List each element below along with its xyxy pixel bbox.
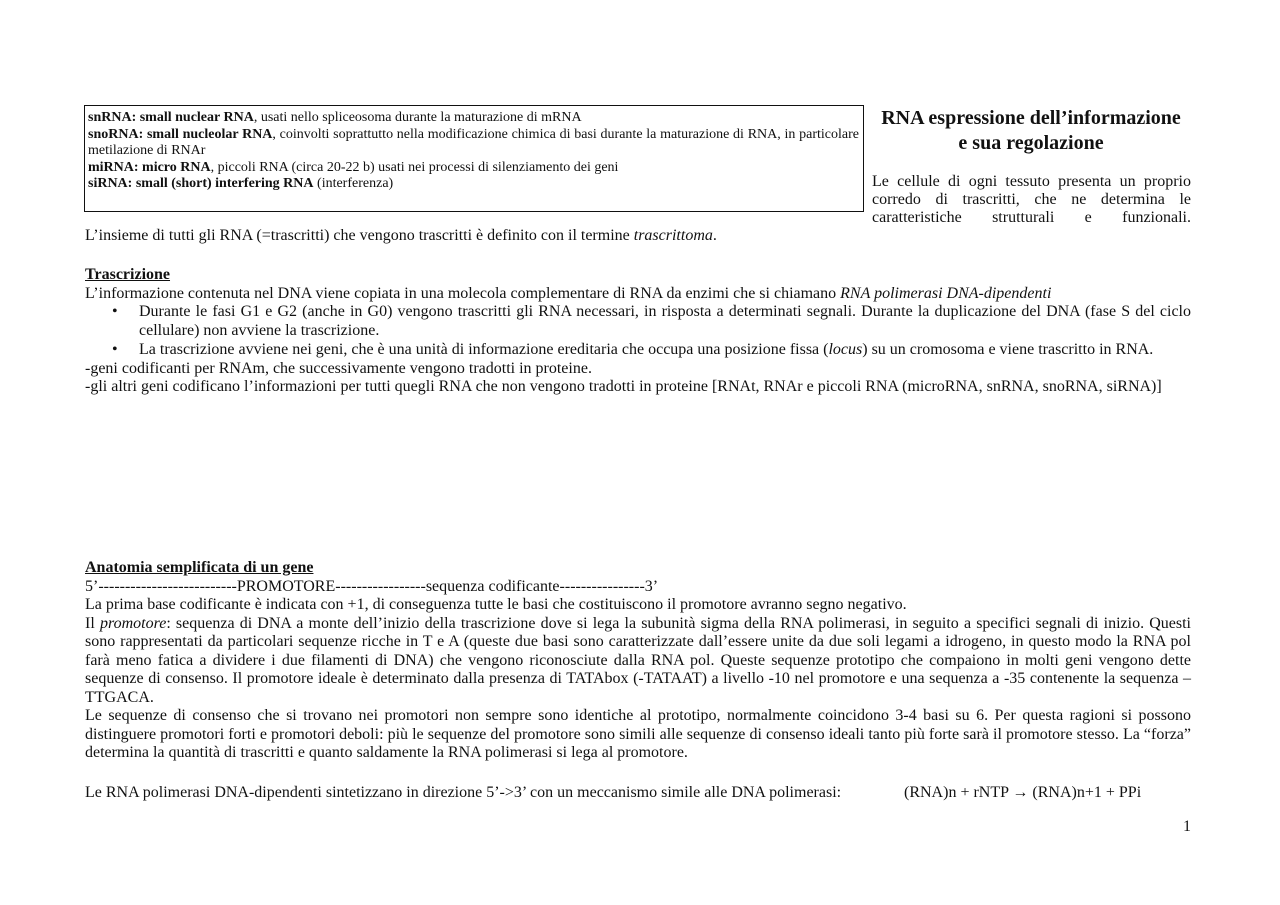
mirna-term: miRNA: micro RNA — [88, 159, 211, 175]
list-item — [85, 341, 1191, 360]
trascrizione-bullets — [85, 303, 1191, 360]
sirna-definition — [88, 176, 863, 193]
snorna-term: snoRNA: small nucleolar RNA — [88, 126, 273, 142]
bullet-icon: • — [112, 341, 118, 358]
sirna-term: siRNA: small (short) interfering RNA — [88, 176, 314, 191]
consensus-paragraph: Le sequenze di consenso che si trovano nei promotori non sempre sono identiche al prototipo, normalmente coincidono 3-4 basi su 6. Per questa ragioni si possono distinguere promotori forti e promotori deboli: più le sequenze del promotore sono simili alle sequenze di consenso ideali tanto più forte sarà il promotore stesso. La “forza” determina la quantità di trascritti e quanto saldamente la RNA polimerasi si lega al promotore. — [85, 707, 1191, 761]
bullet-icon: • — [112, 303, 118, 320]
promoter-term: promotore — [99, 614, 167, 632]
gene-scheme: 5’--------------------------PROMOTORE-----------------sequenza codificante----------------3’ — [85, 577, 659, 595]
anatomia-section — [85, 559, 1191, 763]
snrna-definition — [88, 110, 863, 127]
synthesis-formula: (RNA)n + rNTP → (RNA)n+1 + PPi — [904, 784, 1142, 801]
page-number: 1 — [1183, 818, 1191, 835]
mirna-description: , piccoli RNA (circa 20-22 b) usati nei processi di silenziamento dei geni — [210, 159, 619, 175]
locus-term: locus — [828, 341, 863, 358]
bullet-text-b: ) su un cromosoma e viene trascritto in RNA. — [862, 341, 1154, 358]
synthesis-text: Le RNA polimerasi DNA-dipendenti sintetizzano in direzione 5’->3’ con un meccanismo simile alle DNA polimerasi: — [85, 784, 842, 801]
coding-genes-line: -geni codificanti per RNAm, che successivamente vengono tradotti in proteine. — [85, 359, 592, 377]
snorna-definition — [88, 127, 863, 160]
promoter-text: : sequenza di DNA a monte dell’inizio della trascrizione dove si lega la subunità sigma della RNA polimerasi, in seguito a specifici segnali di inizio. Questi sono rappresentati da particolari sequenze ricche in T e A (queste due basi sono caratterizzate dall’essere unite da due soli legami a idrogeno, in questo modo la RNA pol farà meno fatica a dividere i due filamenti di DNA) che vengono riconosciute dalla RNA pol. Queste sequenze prototipo che compaiono in molti geni vengono dette sequenze di consenso. Il promotore ideale è determinato dalla presenza di TATAbox (-TATAAT) a livello -10 nel promotore e una sequenza a -35 contenente la sequenza –TTGACA. — [85, 614, 1191, 706]
title-line-1: RNA espressione dell’informazione — [881, 107, 1181, 129]
trascrizione-section — [85, 266, 1191, 397]
mirna-definition — [88, 160, 863, 177]
list-item — [85, 303, 1191, 340]
snorna-description: , coinvolti soprattutto nella modificazione chimica di basi durante la maturazione di RNA, in particolare metilazione di RNAr — [88, 126, 859, 158]
sirna-description: (interferenza) — [313, 176, 394, 191]
snrna-term: snRNA: small nuclear RNA — [88, 110, 254, 125]
page-title — [869, 106, 1193, 156]
intro-paragraph: Le cellule di ogni tessuto presenta un proprio corredo di trascritti, che ne determina le caratteristiche strutturali e funzionali. — [872, 173, 1191, 226]
transcriptome-paragraph — [85, 227, 1191, 246]
anatomia-paragraph-1: La prima base codificante è indicata con +1, di conseguenza tutte le basi che costituiscono il promotore avranno segno negativo. — [85, 596, 907, 613]
noncoding-genes-line: -gli altri geni codificano l’informazioni per tutti quegli RNA che non vengono tradotti in proteine [RNAt, RNAr e piccoli RNA (microRNA, snRNA, snoRNA, siRNA)] — [85, 378, 1162, 395]
trascrizione-text-body: L’informazione contenuta nel DNA viene copiata in una molecola complementare di RNA da enzimi che si chiamano — [85, 284, 841, 302]
transcriptome-text: L’insieme di tutti gli RNA (=trascritti) che vengono trascritti è definito con il termine — [85, 227, 634, 244]
promoter-intro: Il — [85, 614, 100, 632]
anatomia-heading: Anatomia semplificata di un gene — [85, 559, 314, 576]
trascrizione-heading: Trascrizione — [85, 266, 171, 283]
rna-types-box — [84, 105, 864, 212]
title-line-2: e sua regolazione — [958, 132, 1104, 154]
snrna-description: , usati nello spliceosoma durante la maturazione di mRNA — [253, 110, 582, 125]
promoter-paragraph — [85, 615, 1191, 708]
synthesis-line — [85, 784, 885, 803]
transcriptome-term: trascrittoma — [633, 227, 713, 244]
bullet-text: Durante le fasi G1 e G2 (anche in G0) vengono trascritti gli RNA necessari, in risposta a determinati segnali. Durante la duplicazione del DNA (fase S del ciclo cellulare) non avviene la trascrizione. — [139, 303, 1191, 339]
bullet-text-a: La trascrizione avviene nei geni, che è una unità di informazione ereditaria che occupa una posizione fissa ( — [139, 341, 829, 358]
trascrizione-text — [85, 285, 1191, 304]
transcriptome-end: . — [712, 227, 717, 244]
polymerase-term: RNA polimerasi DNA-dipendenti — [840, 284, 1052, 302]
